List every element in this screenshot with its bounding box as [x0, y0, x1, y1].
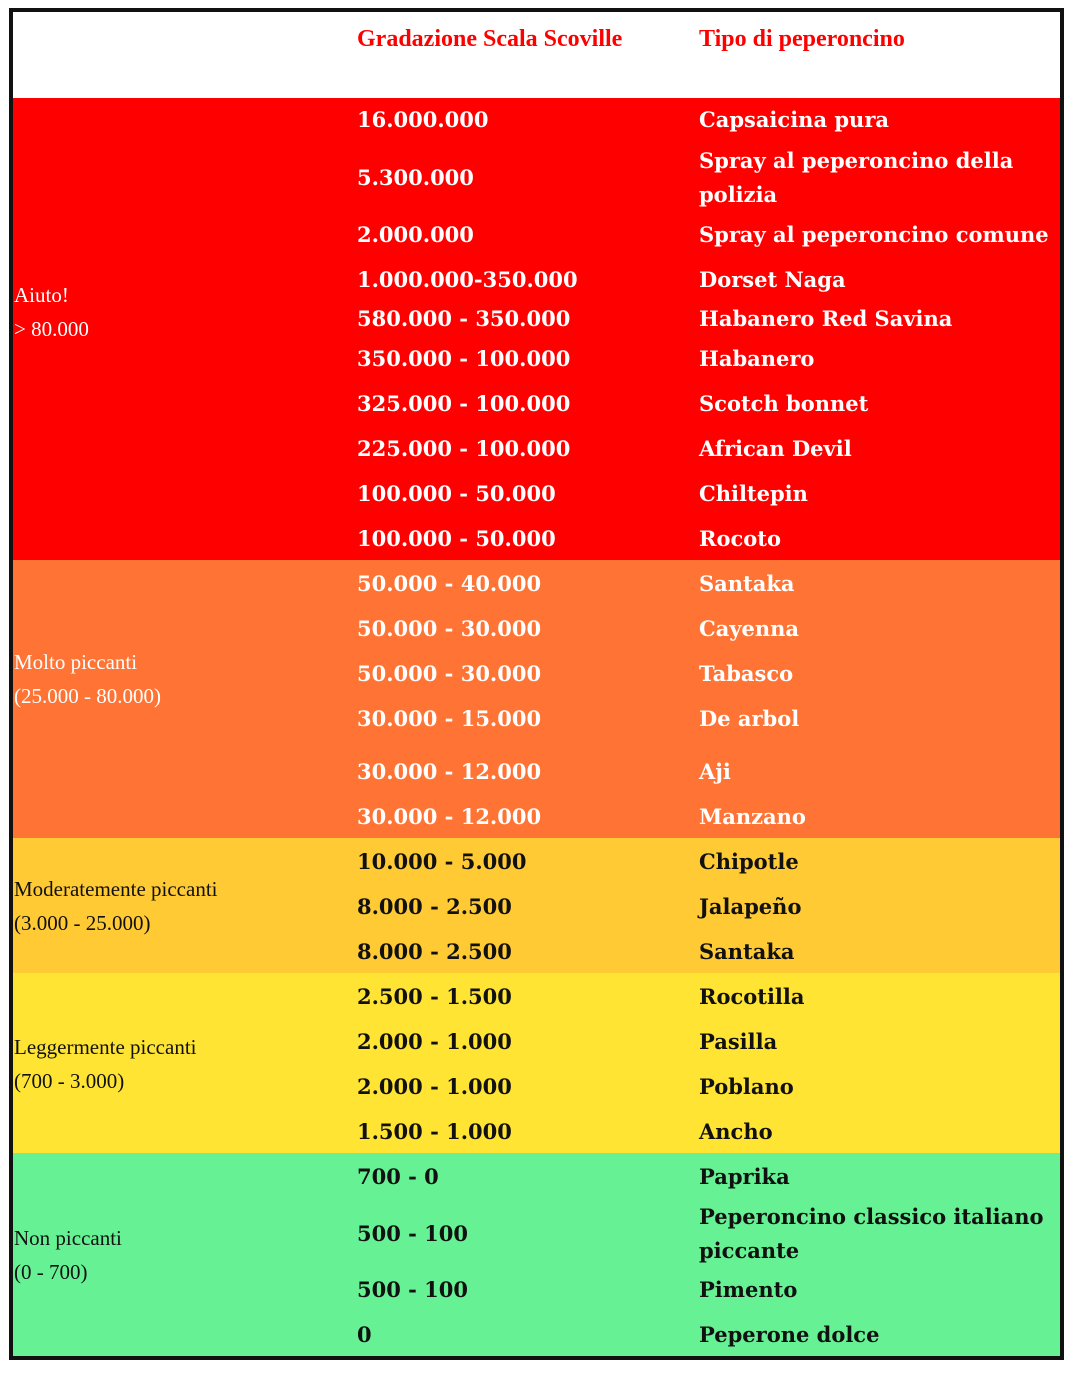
pepper-type-cell: Habanero Red Savina: [699, 306, 953, 331]
group-0: [13, 98, 1060, 560]
pepper-type-cell: Chipotle: [699, 849, 799, 874]
group-1: [13, 560, 1060, 838]
group-label: [14, 872, 218, 940]
table-header: [13, 12, 1060, 98]
group-label-title: Aiuto!: [14, 283, 69, 307]
group-2: [13, 838, 1060, 973]
pepper-type-cell: Santaka: [699, 571, 795, 596]
scoville-range-cell: 1.000.000-350.000: [357, 267, 578, 292]
group-label-range: > 80.000: [14, 317, 89, 341]
pepper-type-cell: Poblano: [699, 1074, 794, 1099]
scoville-range-cell: 16.000.000: [357, 107, 489, 132]
scoville-range-cell: 100.000 - 50.000: [357, 526, 556, 551]
pepper-type-cell: African Devil: [699, 436, 852, 461]
group-label-title: Non piccanti: [14, 1226, 122, 1250]
scoville-range-cell: 30.000 - 12.000: [357, 804, 542, 829]
scoville-range-cell: 30.000 - 12.000: [357, 759, 542, 784]
pepper-type-cell: Pimento: [699, 1277, 798, 1302]
pepper-type-cell: Scotch bonnet: [699, 391, 869, 416]
scoville-range-cell: 2.000.000: [357, 222, 474, 247]
pepper-type-cell: Jalapeño: [699, 894, 802, 919]
group-4: [13, 1153, 1060, 1356]
scoville-range-cell: 500 - 100: [357, 1221, 469, 1246]
header-pepper-type: Tipo di peperoncino: [699, 26, 905, 52]
group-label-title: Molto piccanti: [14, 650, 138, 674]
group-label: [14, 645, 161, 713]
pepper-type-cell: Aji: [699, 759, 731, 784]
scoville-range-cell: 50.000 - 30.000: [357, 616, 542, 641]
scoville-range-cell: 350.000 - 100.000: [357, 346, 571, 371]
pepper-type-cell: Capsaicina pura: [699, 107, 889, 132]
pepper-type-cell: De arbol: [699, 706, 800, 731]
pepper-type-cell: Pasilla: [699, 1029, 778, 1054]
scoville-range-cell: 5.300.000: [357, 165, 474, 190]
group-label-range: (700 - 3.000): [14, 1069, 125, 1093]
group-label-title: Leggermente piccanti: [14, 1035, 197, 1059]
group-label: [14, 1030, 197, 1098]
group-label-range: (3.000 - 25.000): [14, 911, 151, 935]
scoville-table: [9, 8, 1064, 1360]
scoville-range-cell: 700 - 0: [357, 1164, 439, 1189]
pepper-type-cell: Rocoto: [699, 526, 781, 551]
pepper-type-cell: Santaka: [699, 939, 795, 964]
group-label: [14, 1221, 122, 1289]
pepper-type-cell: Cayenna: [699, 616, 800, 641]
pepper-type-cell: Peperone dolce: [699, 1322, 880, 1347]
group-3: [13, 973, 1060, 1153]
pepper-type-cell: Manzano: [699, 804, 806, 829]
scoville-range-cell: 50.000 - 30.000: [357, 661, 542, 686]
pepper-type-cell: Tabasco: [699, 661, 794, 686]
pepper-type-cell: Paprika: [699, 1164, 790, 1189]
pepper-type-cell: Rocotilla: [699, 984, 805, 1009]
scoville-range-cell: 8.000 - 2.500: [357, 894, 512, 919]
scoville-range-cell: 1.500 - 1.000: [357, 1119, 512, 1144]
group-label-range: (0 - 700): [14, 1260, 88, 1284]
scoville-range-cell: 100.000 - 50.000: [357, 481, 556, 506]
pepper-type-cell: Ancho: [699, 1119, 773, 1144]
group-label: [14, 278, 89, 346]
group-label-title: Moderatemente piccanti: [14, 877, 218, 901]
pepper-type-cell: Spray al peperoncino comune: [699, 222, 1049, 247]
group-label-range: (25.000 - 80.000): [14, 684, 161, 708]
scoville-range-cell: 225.000 - 100.000: [357, 436, 571, 461]
scoville-range-cell: 50.000 - 40.000: [357, 571, 542, 596]
pepper-type-cell: Habanero: [699, 346, 815, 371]
pepper-type-cell: Spray al peperoncino della polizia: [699, 148, 1014, 207]
scoville-range-cell: 10.000 - 5.000: [357, 849, 527, 874]
scoville-range-cell: 2.000 - 1.000: [357, 1029, 512, 1054]
pepper-type-cell: Dorset Naga: [699, 267, 846, 292]
scoville-range-cell: 2.000 - 1.000: [357, 1074, 512, 1099]
scoville-range-cell: 325.000 - 100.000: [357, 391, 571, 416]
header-scoville-grade: Gradazione Scala Scoville: [357, 26, 623, 52]
scoville-range-cell: 8.000 - 2.500: [357, 939, 512, 964]
pepper-type-cell: Peperoncino classico italiano piccante: [699, 1204, 1044, 1263]
scoville-range-cell: 30.000 - 15.000: [357, 706, 542, 731]
scoville-range-cell: 2.500 - 1.500: [357, 984, 512, 1009]
scoville-range-cell: 0: [357, 1322, 372, 1347]
scoville-range-cell: 580.000 - 350.000: [357, 306, 571, 331]
pepper-type-cell: Chiltepin: [699, 481, 808, 506]
scoville-range-cell: 500 - 100: [357, 1277, 469, 1302]
